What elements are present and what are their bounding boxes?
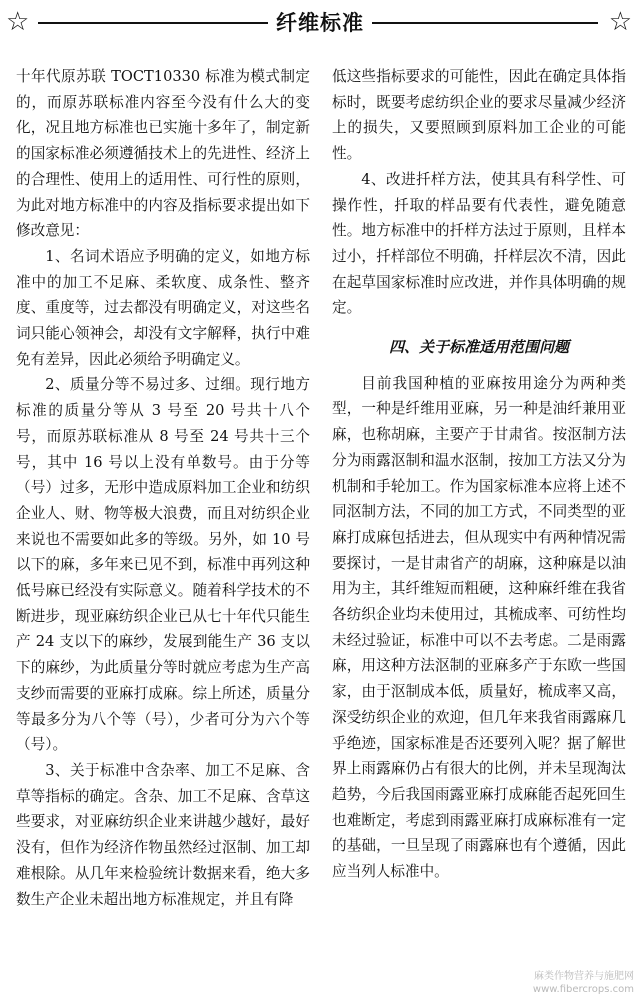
left-column: [16, 64, 310, 912]
watermark: [533, 970, 634, 996]
page-title: 纤维标准: [276, 11, 364, 35]
header-rule-right: [372, 22, 598, 24]
watermark-line-1: 麻类作物营养与施肥网: [534, 971, 634, 982]
paragraph-continued: 十年代原苏联 TOCT10330 标准为模式制定的，而原苏联标准内容至今没有什么大的变化，况且地方标准也已实施十多年了，制定新的国家标准必须遵循技术上的先进性、经济上的合理性、使用上的适用性、可行性的原则，为此对地方标准中的内容及指标要求提出如下修改意见：: [16, 68, 310, 240]
right-column: [332, 64, 626, 885]
paragraph-scope: 目前我国种植的亚麻按用途分为两种类型，一种是纤维用亚麻，另一种是油纤兼用亚麻，也称胡麻，主要产于甘肃省。按沤制方法分为雨露沤制和温水沤制，按加工方法又分为机制和手轮加工。作为国家标准本应将上述不同沤制方法，不同的加工方式，不同类型的亚麻打成麻包括进去，但从现实中有两种情况需要探讨，一是甘肃省产的胡麻，这种麻是以油用为主，其纤维短而粗硬，这种麻纤维在我省各纺织企业均未使用过，其梳成率、可纺性均未经过验证，标准中可以不去考虑。二是雨露麻，用这种方法沤制的亚麻多产于东欧一些国家，由于沤制成本低，质量好，梳成率又高，深受纺织企业的欢迎，但几年来我省雨露麻几乎绝迹，国家标准是否还要列入呢？据了解世界上雨露麻仍占有很大的比例，并未呈现淘汰趋势，今后我国雨露亚麻打成麻能否起死回生也难断定，考虑到雨露亚麻打成麻标准有一定的基础，一旦呈现了雨露麻也有个遵循，因此应当列人标准中。: [332, 374, 626, 881]
paragraph-item-2: 2、质量分等不易过多、过细。现行地方标准的质量分等从 3 号至 20 号共十八个号，而原苏联标准从 8 号至 24 号共十三个号，其中 16 号以上没有单数号。由于分等（号）过多，无形中造成原料加工企业和纺织企业人、财、物等极大浪费，而且对纺织企业来说也不需要如此多的等级。另外，如 10 号以下的麻，多年来已见不到，标准中再列这种低号麻已经没有实际意义。随着科学技术的不断进步，现亚麻纺织企业已从七十年代只能生产 24 支以下的麻纱，发展到能生产 36 支以下的麻纱，为此质量分等时就应考虑为生产高支纱而需要的亚麻打成麻。综上所述，质量分等最多分为八个等（号），少者可分为六个等（号）。: [16, 376, 310, 754]
star-left-icon: ☆: [6, 7, 30, 37]
paragraph-item-3: 3、关于标准中含杂率、加工不足麻、含草等指标的确定。含杂、加工不足麻、含草这些要求，对亚麻纺织企业来讲越少越好，最好没有，但作为经济作物虽然经过沤制、加工却难根除。从几年来检验统计数据来看，绝大多数生产企业未超出地方标准规定，并且有降: [16, 761, 310, 908]
star-right-icon: ☆: [608, 7, 632, 37]
header-rule-left: [38, 22, 268, 24]
watermark-line-2: www.fibercrops.com: [532, 984, 634, 995]
paragraph-continuation: 低这些指标要求的可能性，因此在确定具体指标时，既要考虑纺织企业的要求尽量减少经济上的损失，又要照顾到原料加工企业的可能性。: [332, 68, 626, 163]
paragraph-item-1: 1、名词术语应予明确的定义，如地方标准中的加工不足麻、柔软度、成条性、整齐度、重度等，过去都没有明确定义，对这些名词只能心领神会，却没有文字解释，执行中难免有差异，因此必须给予明确定义。: [16, 247, 310, 368]
paragraph-item-4: 4、改进扦样方法，使其具有科学性、可操作性，扦取的样品要有代表性，避免随意性。地方标准中的扦样方法过于原则，且样本过小，扦样部位不明确，扦样层次不清，因此在起草国家标准时应改进，并作具体明确的规定。: [332, 170, 626, 317]
page-header: [0, 0, 640, 54]
section-heading: 四、关于标准适用范围问题: [388, 338, 569, 357]
